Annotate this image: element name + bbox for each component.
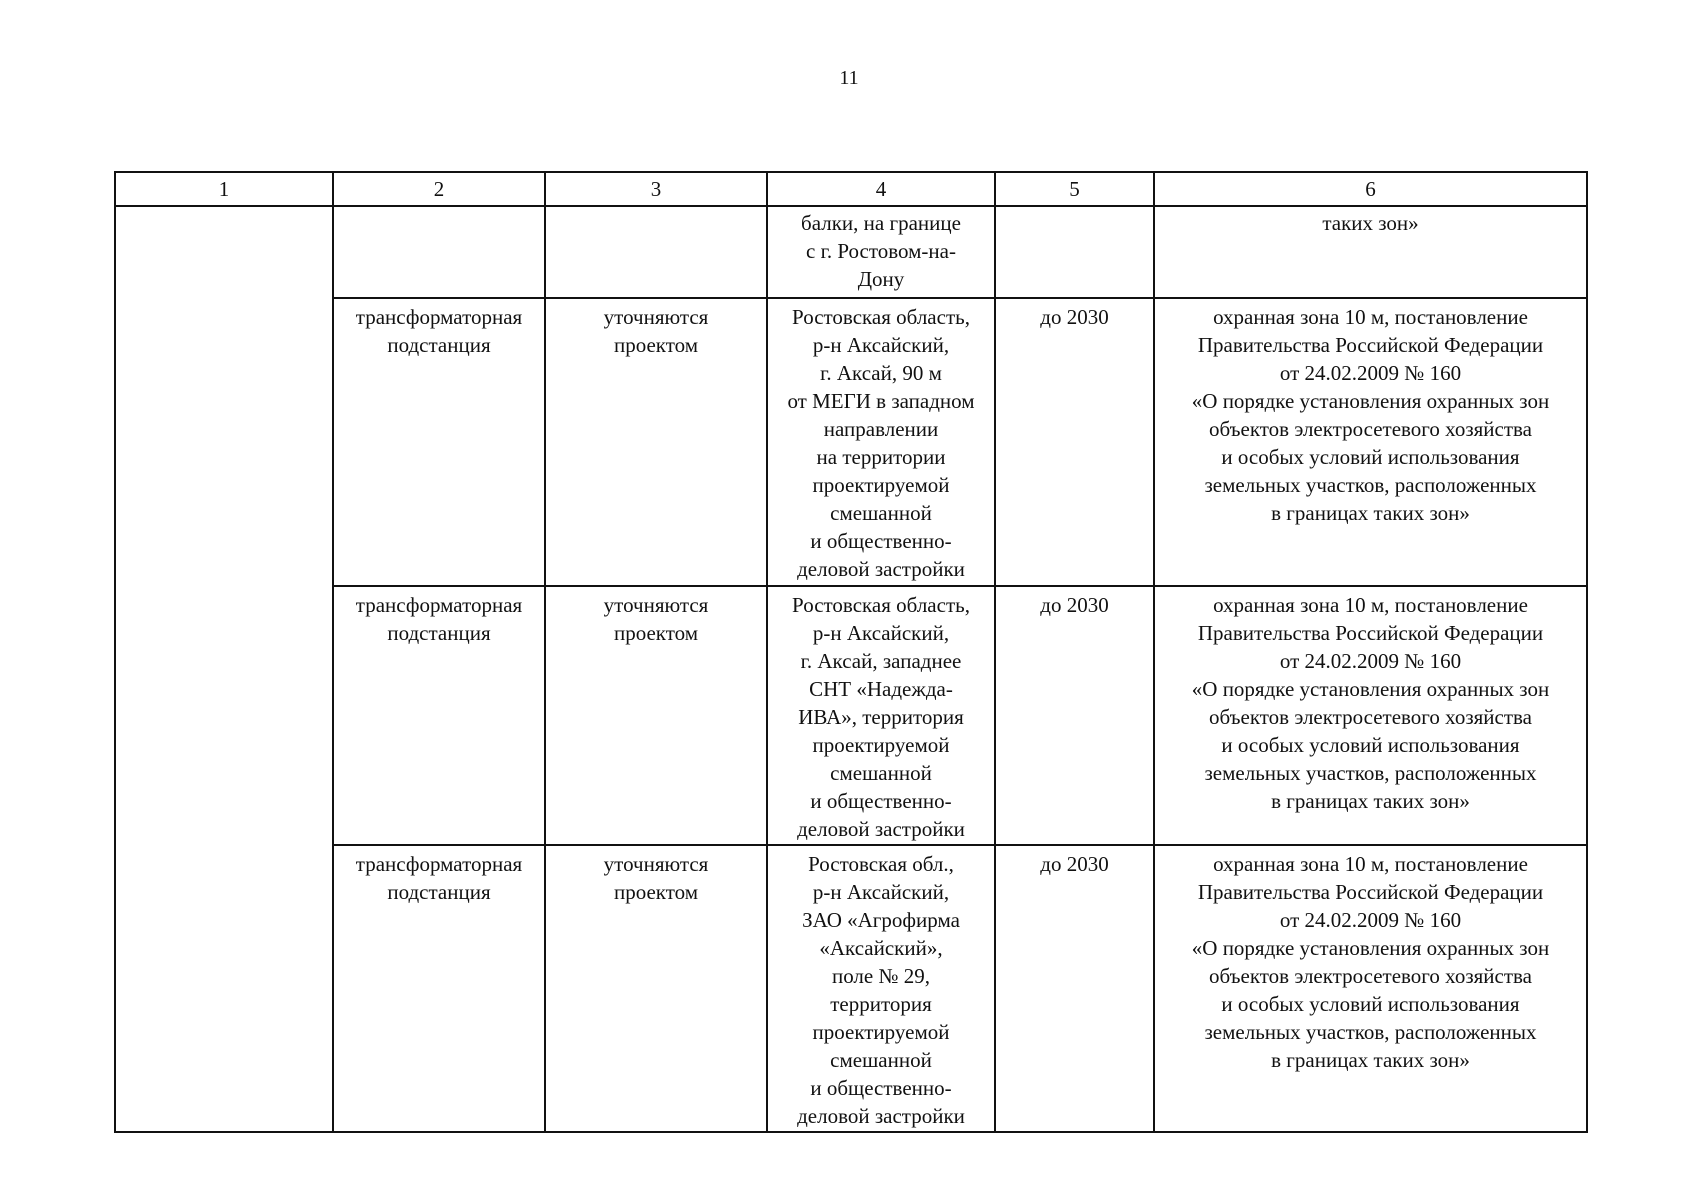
- table-cell-characteristics: уточняются проектом: [545, 298, 767, 586]
- table-row: [115, 298, 1587, 586]
- table-cell-deadline: [995, 206, 1154, 298]
- table-cell-location: Ростовская область, р-н Аксайский, г. Аксай, 90 м от МЕГИ в западном направлении на территории проектируемой смешанной и общественно- деловой застройки: [767, 298, 995, 586]
- table-cell-purpose: [115, 845, 333, 1132]
- table-cell-deadline: до 2030: [995, 298, 1154, 586]
- column-number-3: 3: [545, 172, 767, 206]
- table-cell-zone: охранная зона 10 м, постановление Правительства Российской Федерации от 24.02.2009 № 160 «О порядке установления охранных зон объектов электросетевого хозяйства и особых условий использования земельных участков, расположенных в границах таких зон»: [1154, 586, 1587, 845]
- table-cell-zone: охранная зона 10 м, постановление Правительства Российской Федерации от 24.02.2009 № 160 «О порядке установления охранных зон объектов электросетевого хозяйства и особых условий использования земельных участков, расположенных в границах таких зон»: [1154, 298, 1587, 586]
- table-cell-deadline: до 2030: [995, 586, 1154, 845]
- table-cell-zone: охранная зона 10 м, постановление Правительства Российской Федерации от 24.02.2009 № 160 «О порядке установления охранных зон объектов электросетевого хозяйства и особых условий использования земельных участков, расположенных в границах таких зон»: [1154, 845, 1587, 1132]
- table-cell-purpose: [115, 206, 333, 298]
- table-cell-location: Ростовская область, р-н Аксайский, г. Аксай, западнее СНТ «Надежда- ИВА», территория проектируемой смешанной и общественно- деловой застройки: [767, 586, 995, 845]
- column-number-5: 5: [995, 172, 1154, 206]
- table-cell-purpose: [115, 586, 333, 845]
- table-row: [115, 206, 1587, 298]
- table-cell-characteristics: уточняются проектом: [545, 845, 767, 1132]
- table-cell-location: балки, на границе с г. Ростовом-на- Дону: [767, 206, 995, 298]
- column-number-1: 1: [115, 172, 333, 206]
- table-cell-object: трансформаторная подстанция: [333, 298, 545, 586]
- table-header-row: [115, 172, 1587, 206]
- page-number: 11: [839, 67, 859, 89]
- table-cell-characteristics: [545, 206, 767, 298]
- column-number-4: 4: [767, 172, 995, 206]
- table-cell-purpose: [115, 298, 333, 586]
- table-cell-object: [333, 206, 545, 298]
- document-table: [114, 171, 1588, 1133]
- table-cell-location: Ростовская обл., р-н Аксайский, ЗАО «Агрофирма «Аксайский», поле № 29, территория проектируемой смешанной и общественно- деловой застройки: [767, 845, 995, 1132]
- column-number-2: 2: [333, 172, 545, 206]
- table-cell-object: трансформаторная подстанция: [333, 586, 545, 845]
- table-cell-characteristics: уточняются проектом: [545, 586, 767, 845]
- column-number-6: 6: [1154, 172, 1587, 206]
- table-cell-deadline: до 2030: [995, 845, 1154, 1132]
- table-cell-object: трансформаторная подстанция: [333, 845, 545, 1132]
- table-cell-zone: таких зон»: [1154, 206, 1587, 298]
- table-row: [115, 586, 1587, 845]
- table-row: [115, 845, 1587, 1132]
